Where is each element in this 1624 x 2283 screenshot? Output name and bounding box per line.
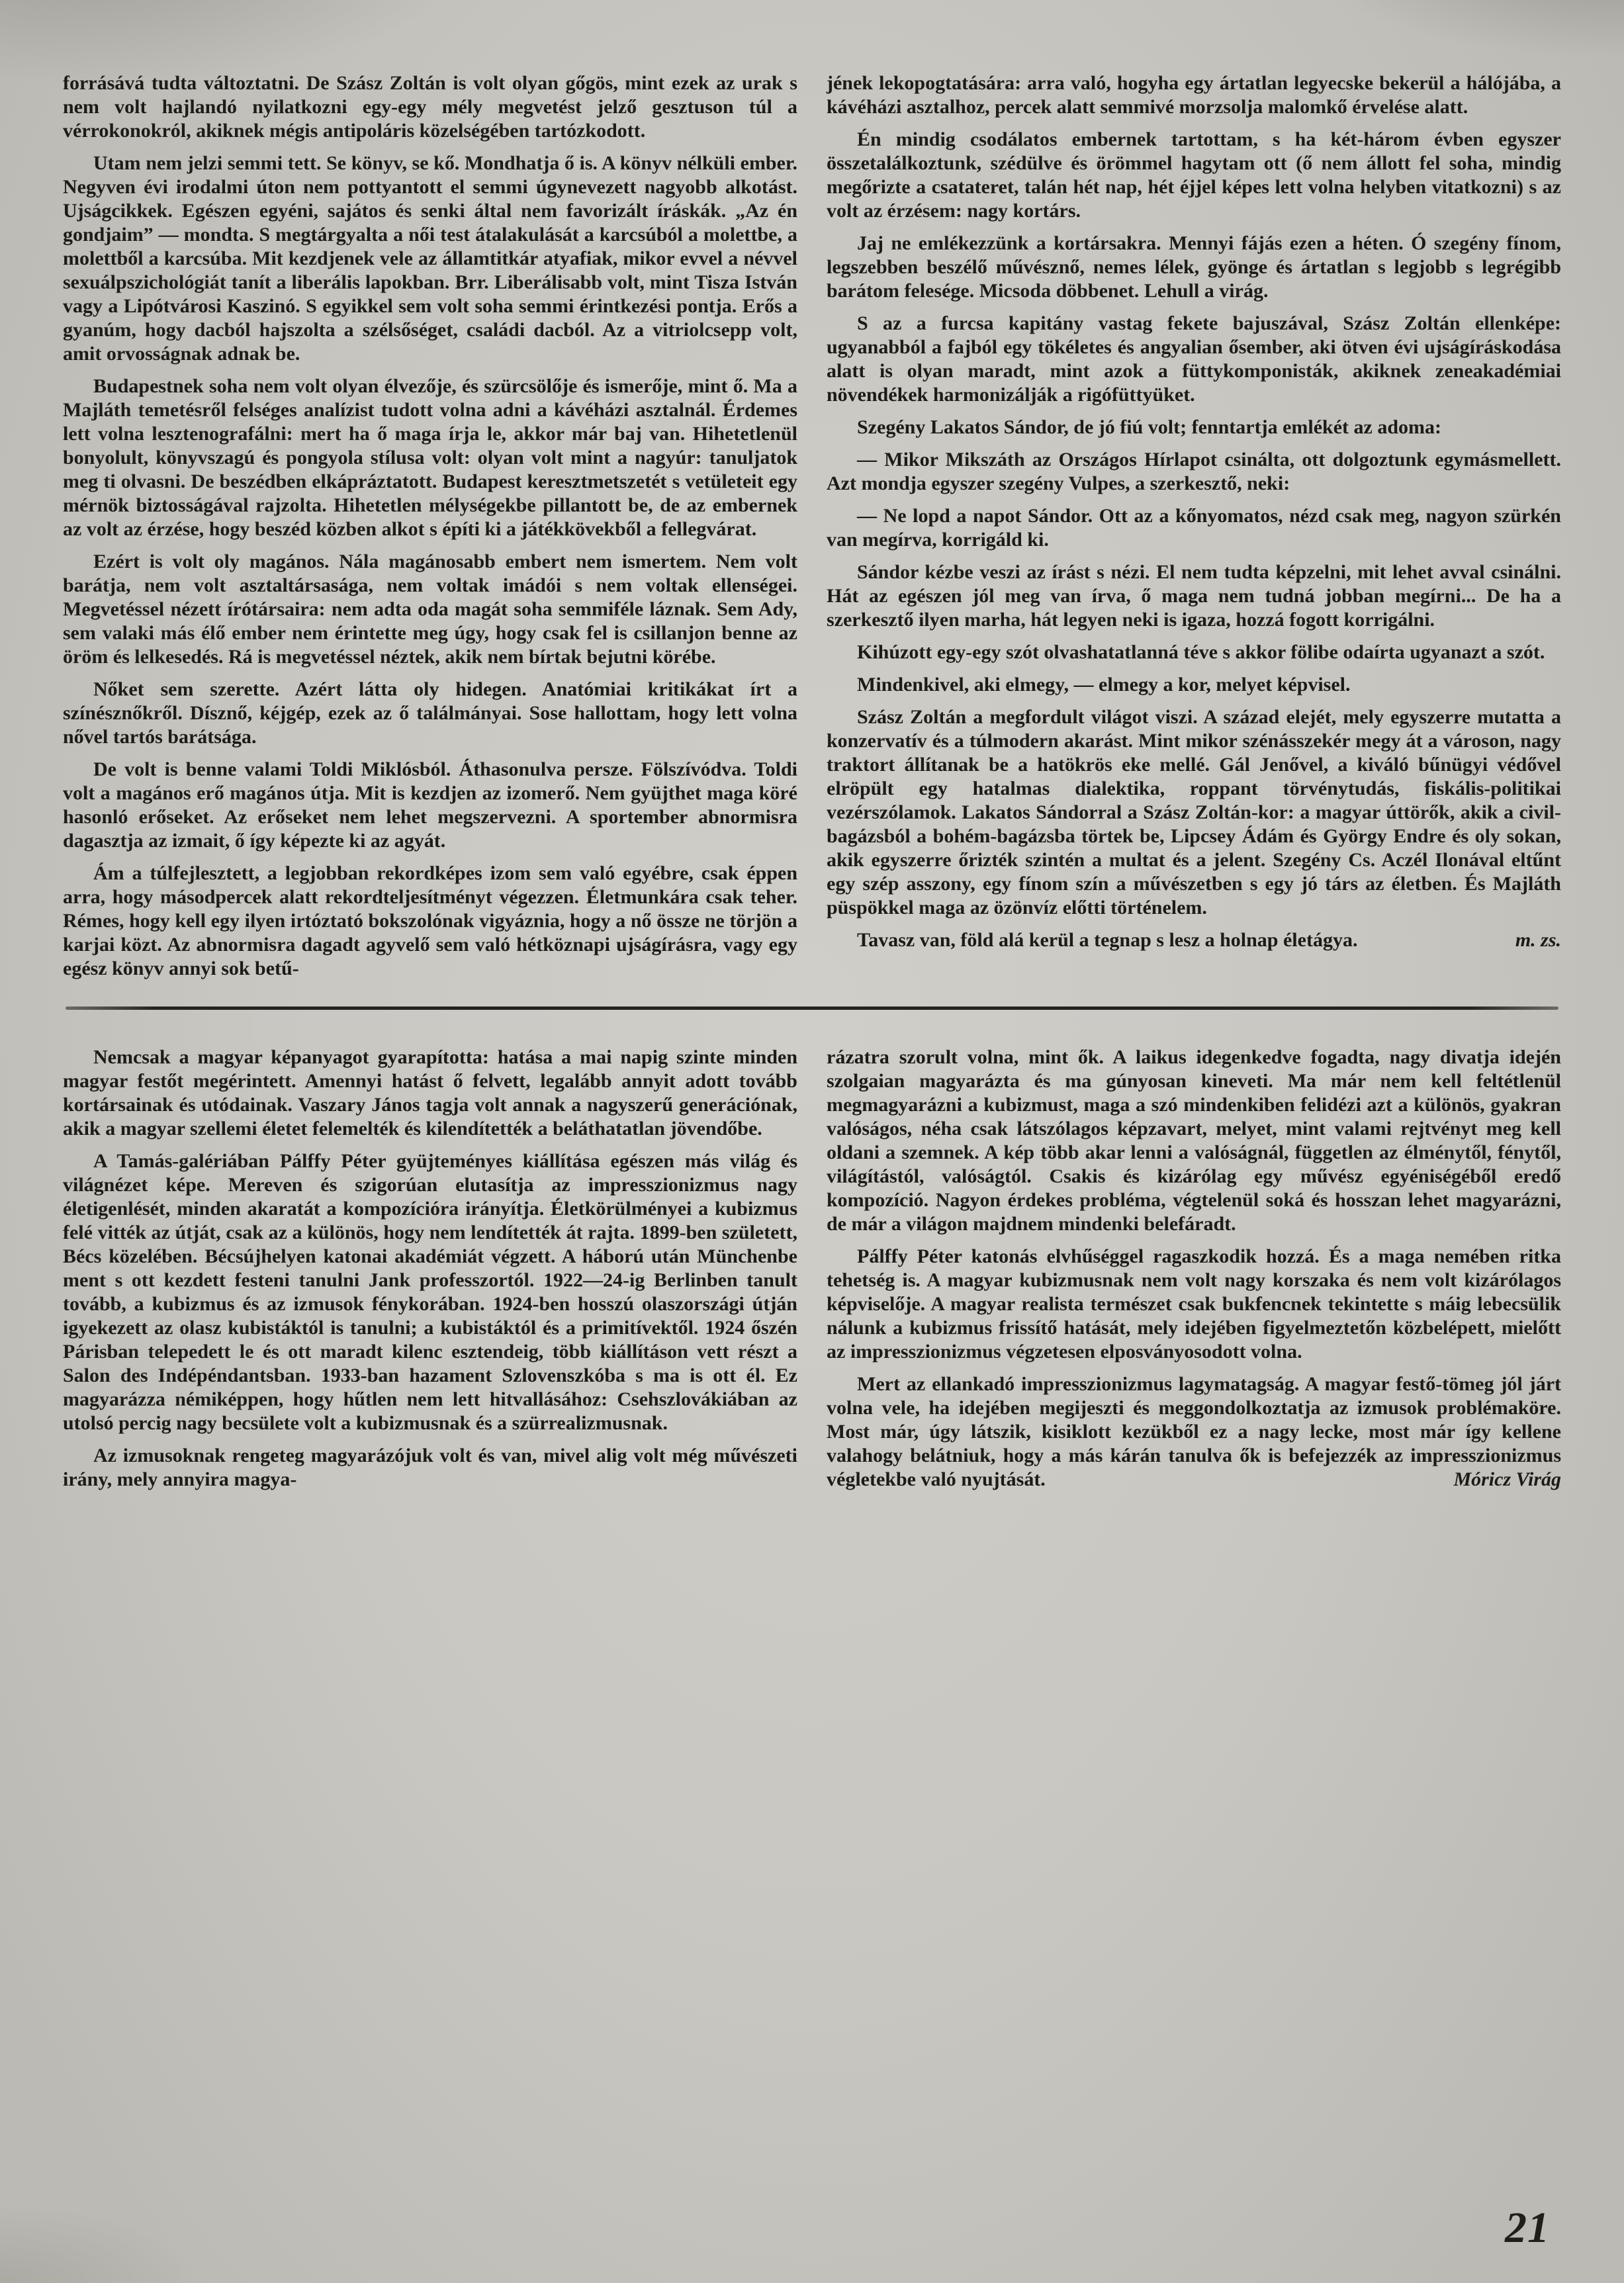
paragraph: Ám a túlfejlesztett, a legjobban rekordképes izom sem való egyébre, csak éppen arra, hogy másodpercek alatt rekordteljesítményt végezzen. Életmunkára csak teher. Rémes, hogy kell egy ilyen irtóztató bokszolónak vigyáznia, hogy a nő össze ne törjön a karjai közt. Az abnormisra dagadt agyvelő sem való hétköznapi ujságírásra, vagy egy egész könyv annyi sok betű- xyxy=(63,862,797,979)
article-szasz-zoltan-obituary xyxy=(63,71,1561,989)
paragraph: rázatra szorult volna, mint ők. A laikus idegenkedve fogadta, nagy divatja idején szolgaian magyarázta és ma gúnyosan kineveti. Ma már nem kell feltétlenül megmagyarázni a kubizmust, maga a szó mindenkiben felidézi azt a különös, gyakran valóságos, néha csak látszólagos képzavart, melyet, mint valami rejtvényt meg kell oldani a szemnek. A kép több akar lenni a valóságnál, független az élménytől, fénytől, világítástól, valóságtól. Csakis és kizárólag egy művész egyéniségéből eredő kompozíció. Nagyon érdekes probléma, végtelenül soká és hosszan lehet magyarázni, de már a világon majdnem mindenki belefáradt. xyxy=(827,1046,1561,1235)
paragraph: — Ne lopd a napot Sándor. Ott az a kőnyomatos, nézd csak meg, nagyon szürkén van megírva, korrigáld ki. xyxy=(827,505,1561,551)
paragraph: Pálffy Péter katonás elvhűséggel ragaszkodik hozzá. És a maga nemében ritka tehetség is. A magyar kubizmusnak nem volt nagy korszaka és nem volt kizárólagos képviselője. A magyar realista természet csak bukfencnek tekintette s máig lebecsülik nálunk a kubizmus frissítő hatását, mely idejében figyelmeztetőn közbelépett, mielőtt az impresszionizmus végzetesen elposványosodott volna. xyxy=(827,1245,1561,1363)
paragraph: De volt is benne valami Toldi Miklósból. Áthasonulva persze. Fölszívódva. Toldi volt a magános erő magános útja. Mit is kezdjen az izomerő. Nem gyüjthet maga köré hasonló erőseket. Az erőseket nem lehet megszervezni. A sportember abnormisra dagasztja az izmait, ő így képezte ki az agyát. xyxy=(63,758,797,852)
paragraph: S az a furcsa kapitány vastag fekete bajuszával, Szász Zoltán ellenképe: ugyanabból a fajból egy tökéletes és angyalian ősember, aki ötven évi ujságíráskodása alatt is olyan maradt, mint azok a füttykomponisták, akiknek zeneakadémiai növendékek harmonizálják a rigófüttyüket. xyxy=(827,312,1561,406)
paragraph: jének lekopogtatására: arra való, hogyha egy ártatlan legyecske bekerül a hálójába, a kávéházi asztalhoz, percek alatt semmivé morzsolja malomkő érvelése alatt. xyxy=(827,72,1561,118)
paragraph: Jaj ne emlékezzünk a kortársakra. Mennyi fájás ezen a héten. Ó szegény fínom, legszebben beszélő művésznő, nemes lélek, gyönge és ártatlan s legjobb s legrégibb barátom felesége. Micsoda döbbenet. Lehull a virág. xyxy=(827,232,1561,302)
section-divider-rule xyxy=(66,1007,1558,1010)
article2-right-column xyxy=(827,1046,1561,1500)
paragraph: Ezért is volt oly magános. Nála magánosabb embert nem ismertem. Nem volt barátja, nem volt asztaltársasága, nem voltak imádói s nem voltak ellenségei. Megvetéssel nézett írótársaira: nem adta oda magát soha semmiféle láznak. Sem Ady, sem valaki más élő ember nem érintette meg úgy, hogy csak fel is csillanjon benne az öröm és lelkesedés. Rá is megvetéssel néztek, akik nem bírtak bejutni körébe. xyxy=(63,551,797,668)
article1-right-column xyxy=(827,71,1561,989)
paragraph: Szász Zoltán a megfordult világot viszi. A század elejét, mely egyszerre mutatta a konzervatív és a túlmodern akarást. Mint mikor szénásszekér megy át a városon, nagy traktort állítanak be a hatökrös eke mellé. Gál Jenővel, a kiváló bűnügyi védővel elröpült egy hatalmas dialektika, roppant törvénytudás, fiskális-politikai vezérszólamok. Lakatos Sándorral a Szász Zoltán-kor: a magyar úttörők, akik a civil-bagázsból a bohém-bagázsba törtek be, Lipcsey Ádám és György Endre és oly sokan, akik egyszerre őrizték szintén a multat és a jelent. Szegény Cs. Aczél Ilonával eltűnt egy szép asszony, egy fínom szín a művészetben s egy jó társ az életben. És Majláth püspökkel maga az özönvíz előtti történelem. xyxy=(827,706,1561,918)
article1-left-column xyxy=(63,71,797,989)
paragraph: Nemcsak a magyar képanyagot gyarapította: hatása a mai napig szinte minden magyar festőt megérintett. Amennyi hatást ő felvett, legalább annyit adott tovább kortársainak és utódainak. Vaszary János tagja volt annak a nagyszerű generációnak, akik a magyar szellemi életet felemelték és kilendítették a beláthatatlan jövendőbe. xyxy=(63,1046,797,1140)
paragraph: Tavasz van, föld alá kerül a tegnap s lesz a holnap életágya. m. zs. xyxy=(857,929,1561,951)
article-vaszary-palffy-review xyxy=(63,1046,1561,1500)
author-signature: m. zs. xyxy=(1515,929,1561,951)
paragraph: Nőket sem szerette. Azért látta oly hidegen. Anatómiai kritikákat írt a színésznőkről. Dísznő, kéjgép, ezek az ő találmányai. Sose hallottam, hogy lett volna nővel tartós barátsága. xyxy=(63,678,797,748)
page-number: 21 xyxy=(1505,2204,1550,2252)
paragraph: Az izmusoknak rengeteg magyarázójuk volt és van, mivel alig volt még művészeti irány, mely annyira magya- xyxy=(63,1445,797,1490)
article2-left-column xyxy=(63,1046,797,1500)
paragraph: Mindenkivel, aki elmegy, — elmegy a kor, melyet képvisel. xyxy=(857,674,1351,695)
paragraph: Én mindig csodálatos embernek tartottam, s ha két-három évben egyszer összetalálkoztunk, szédülve és örömmel hagytam ott (ő nem állott fel soha, mindig megőrizte a csatateret, talán hét nap, hét éjjel képes lett volna helyben vitatkozni) s az volt az érzésem: nagy kortárs. xyxy=(827,128,1561,222)
paragraph: Kihúzott egy-egy szót olvashatatlanná téve s akkor fölibe odaírta ugyanazt a szót. xyxy=(857,641,1545,663)
paragraph: Sándor kézbe veszi az írást s nézi. El nem tudta képzelni, mit lehet avval csinálni. Hát az egészen jól meg van írva, ő maga nem tudná jobban megírni... De ha a szerkesztő ilyen marha, hát legyen neki is igaza, hozzá fogott korrigálni. xyxy=(827,561,1561,631)
paragraph: Utam nem jelzi semmi tett. Se könyv, se kő. Mondhatja ő is. A könyv nélküli ember. Negyven évi irodalmi úton nem pottyantott el semmi úgynevezett nagyobb alkotást. Ujságcikkek. Egészen egyéni, sajátos és senki által nem favorizált íráskák. „Az én gondjaim” — mondta. S megtárgyalta a női test átalakulását a karcsúból a molettbe, a molettből a karcsúba. Mit kezdjenek vele az államtitkár atyafiak, mikor evvel a névvel sexuálpszichológiát tanít a liberális lapokban. Brr. Liberálisabb volt, mint Tisza István vagy a Lipótvárosi Kaszinó. S egyikkel sem volt soha semmi érintkezési pontja. Erős a gyanúm, hogy dacból hajszolta a szélsőséget, családi dacból. Az a vitriolcsepp volt, amit orvosságnak adnak be. xyxy=(63,152,797,365)
paragraph: A Tamás-galériában Pálffy Péter gyüjteményes kiállítása egészen más világ és világnézet képe. Mereven és szigorúan elutasítja az impresszionizmus nagy életigenlését, minden akaratát a kompozícióra irányítja. Életkörülményei a kubizmus felé vitték az útját, csak az a különös, hogy nem lendítették át rajta. 1899-ben született, Bécs közelében. Bécsújhelyen katonai akadémiát végzett. A háború után Münchenbe ment s ott kezdett festeni tanulni Jank professzortól. 1922—24-ig Berlinben tanult tovább, a kubizmus és az izmusok fénykorában. 1924-ben hosszú olaszországi útján igyekezett az olasz kubistáktól is tanulni; a kubistáktól és a primitívektől. 1924 őszén Párisban telepedett le és ott maradt kilenc esztendeig, több kiállításon vett részt a Salon des Indépéndantsban. 1933-ban hazament Szlovenszkóba s ma is ott él. Ez magyarázza némiképpen, hogy hűtlen nem lett hitvallásához: Csehszlovákiában az utolsó percig nagy becsülete volt a kubizmusnak és a szürrealizmusnak. xyxy=(63,1150,797,1434)
paragraph: forrásává tudta változtatni. De Szász Zoltán is volt olyan gőgös, mint ezek az urak s nem volt hajlandó nyilatkozni egy-egy mély megvetést jelző gesztuson túl a vérrokonokról, akiknek mégis antipoláris közelségében tartózkodott. xyxy=(63,72,797,142)
paragraph: Szegény Lakatos Sándor, de jó fiú volt; fenntartja emlékét az adoma: xyxy=(857,416,1441,438)
paragraph: — Mikor Mikszáth az Országos Hírlapot csinálta, ott dolgoztunk egymásmellett. Azt mondja egyszer szegény Vulpes, a szerkesztő, neki: xyxy=(827,449,1561,494)
paragraph: Budapestnek soha nem volt olyan élvezője, és szürcsölője és ismerője, mint ő. Ma a Majláth temetésről felséges analízist tudott volna adni a kávéházi asztalnál. Érdemes lett volna lesztenografálni: mert ha ő maga írja le, akkor már baj van. Hihetetlenül bonyolult, könyvszagú és pongyola stílusa volt: olyan volt mint a nagyúr: tanuljatok meg ti olvasni. De beszédben elkápráztatott. Budapest keresztmetszetét s vetületeit egy mérnök biztosságával rajzolta. Hihetetlen mélységekbe pillantott be, de az embernek az volt az érzése, hogy beszéd közben alkot s építi ki a játékkövekből a fellegvárat. xyxy=(63,375,797,540)
author-signature: Móricz Virág xyxy=(1453,1468,1561,1490)
paragraph: Mert az ellankadó impresszionizmus lagymatagság. A magyar festő-tömeg jól járt volna vele, ha idejében megijeszti és meggondolkoztatja az izmusok problémaköre. Most már, úgy látszik, kisiklott kezükből ez a nagy lecke, most már így kellene valahogy belátniuk, hogy a más kárán tanulva ők is befejezzék az impresszionizmus végletekbe való nyujtását. Móricz Virág xyxy=(827,1373,1561,1490)
